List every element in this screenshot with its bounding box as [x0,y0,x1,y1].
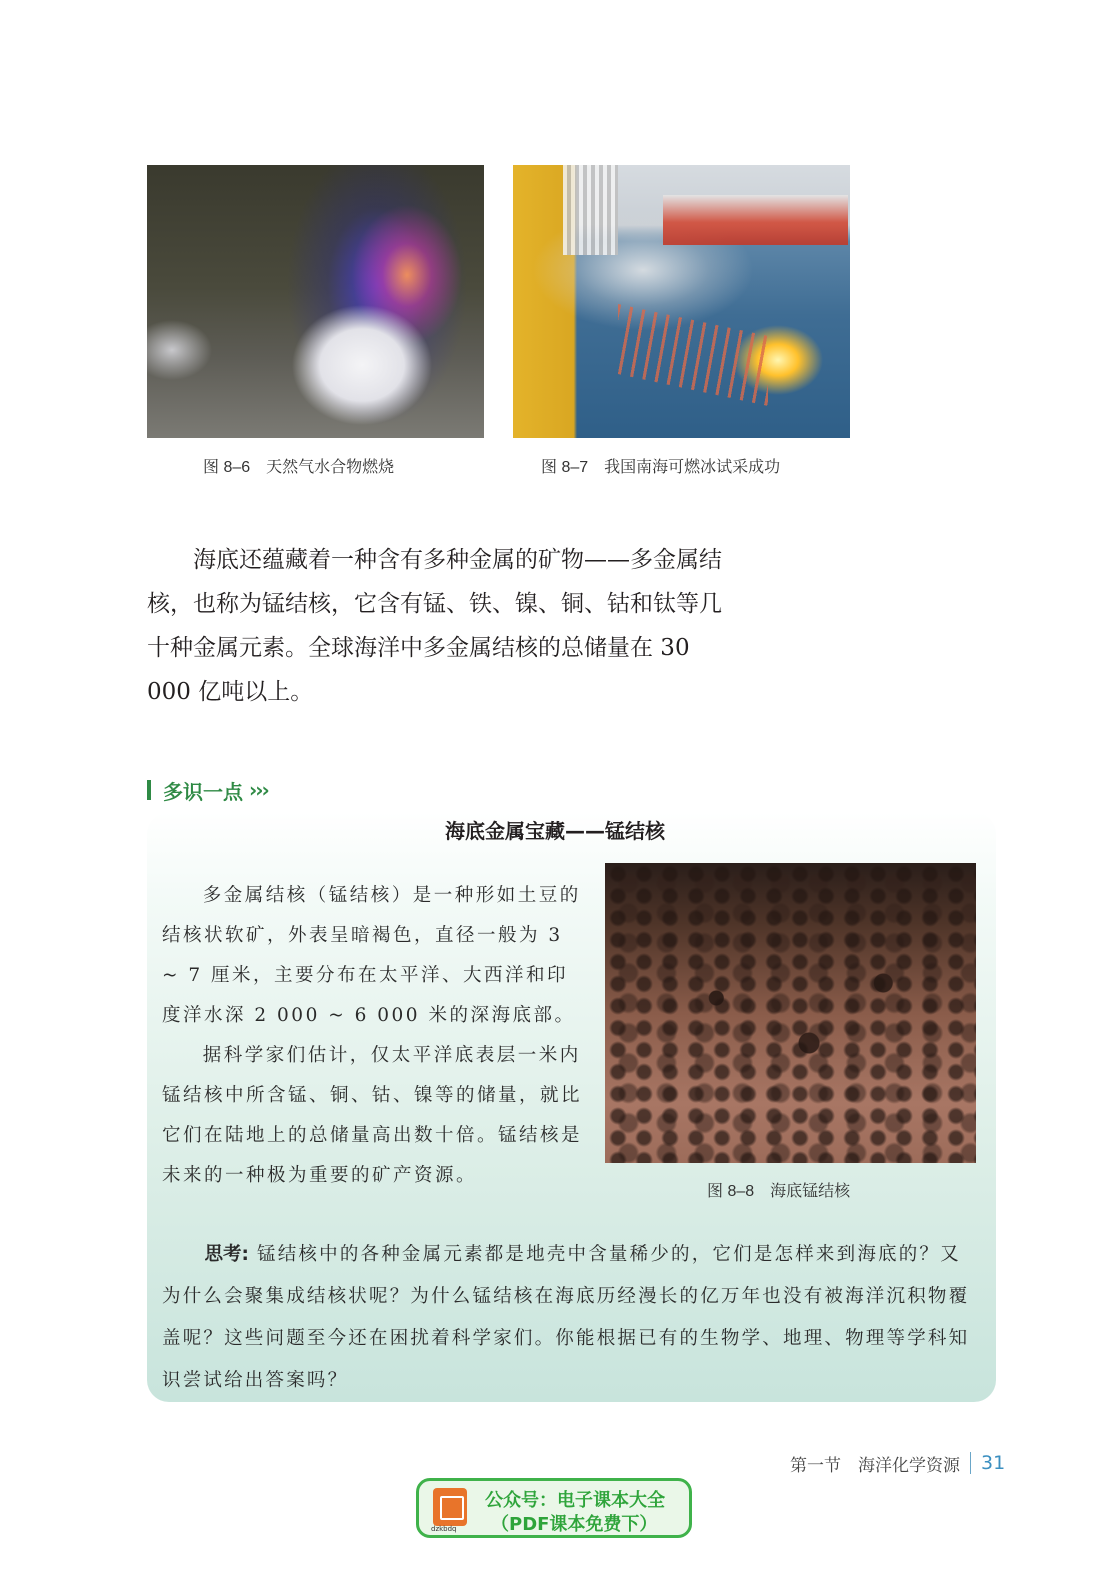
info-box-text [162,876,582,1196]
info-paragraph-2: 据科学家们估计，仅太平洋底表层一米内锰结核中所含锰、铜、钴、镍等的储量，就比它们在陆地上的总储量高出数十倍。锰结核是未来的一种极为重要的矿产资源。 [162,1045,583,1186]
ship-hull [663,195,848,245]
think-text: 锰结核中的各种金属元素都是地壳中含量稀少的，它们是怎样来到海底的？又为什么会聚集成结核状呢？为什么锰结核在海底历经漫长的亿万年也没有被海洋沉积物覆盖呢？这些问题至今还在困扰着科学家们。你能根据已有的生物学、地理、物理等学科知识尝试给出答案吗？ [162,1244,970,1391]
book-icon [433,1488,467,1526]
badge-line-1: 公众号：电子课本大全 [485,1490,665,1511]
think-label: 思考: [204,1244,249,1265]
footer-divider [970,1452,971,1474]
info-box-title: 海底金属宝藏——锰结核 [445,819,665,843]
page-footer [790,1450,1005,1476]
fig7-caption: 图 8–7 我国南海可燃冰试采成功 [541,459,781,476]
chapter-title: 第一节 海洋化学资源 [790,1455,960,1476]
fig6-caption: 图 8–6 天然气水合物燃烧 [203,459,395,476]
badge-small-text: dzkbdq [431,1525,457,1533]
main-paragraph-text: 海底还蕴藏着一种含有多种金属的矿物——多金属结核，也称为锰结核，它含有锰、铁、镍、铜、钴和钛等几十种金属元素。全球海洋中多金属结核的总储量在 30 000 亿吨以上。 [147,547,722,705]
nodule-texture [605,863,976,1163]
manganese-nodules-photo [605,863,976,1163]
drilling-tower [563,165,618,255]
main-paragraph [147,538,727,714]
fig8-caption: 图 8–8 海底锰结核 [707,1183,851,1200]
section-label: 多识一点 [163,779,243,804]
chevron-right-icon: ››› [249,778,268,802]
page-number: 31 [981,1452,1006,1474]
natural-gas-hydrate-burning-photo [147,165,484,438]
south-sea-combustible-ice-photo [513,165,850,438]
think-question [162,1234,980,1402]
badge-line-2: （PDF课本免费下） [491,1514,658,1535]
watermark-badge [416,1478,692,1538]
section-bar [147,780,151,800]
platform-deck [618,304,768,406]
info-paragraph-1: 多金属结核（锰结核）是一种形如土豆的结核状软矿，外表呈暗褐色，直径一般为 3 ~ 7 厘米，主要分布在太平洋、大西洋和印度洋水深 2 000 ~ 6 000 米的深海底部。 [162,885,581,1026]
section-heading [147,776,268,804]
